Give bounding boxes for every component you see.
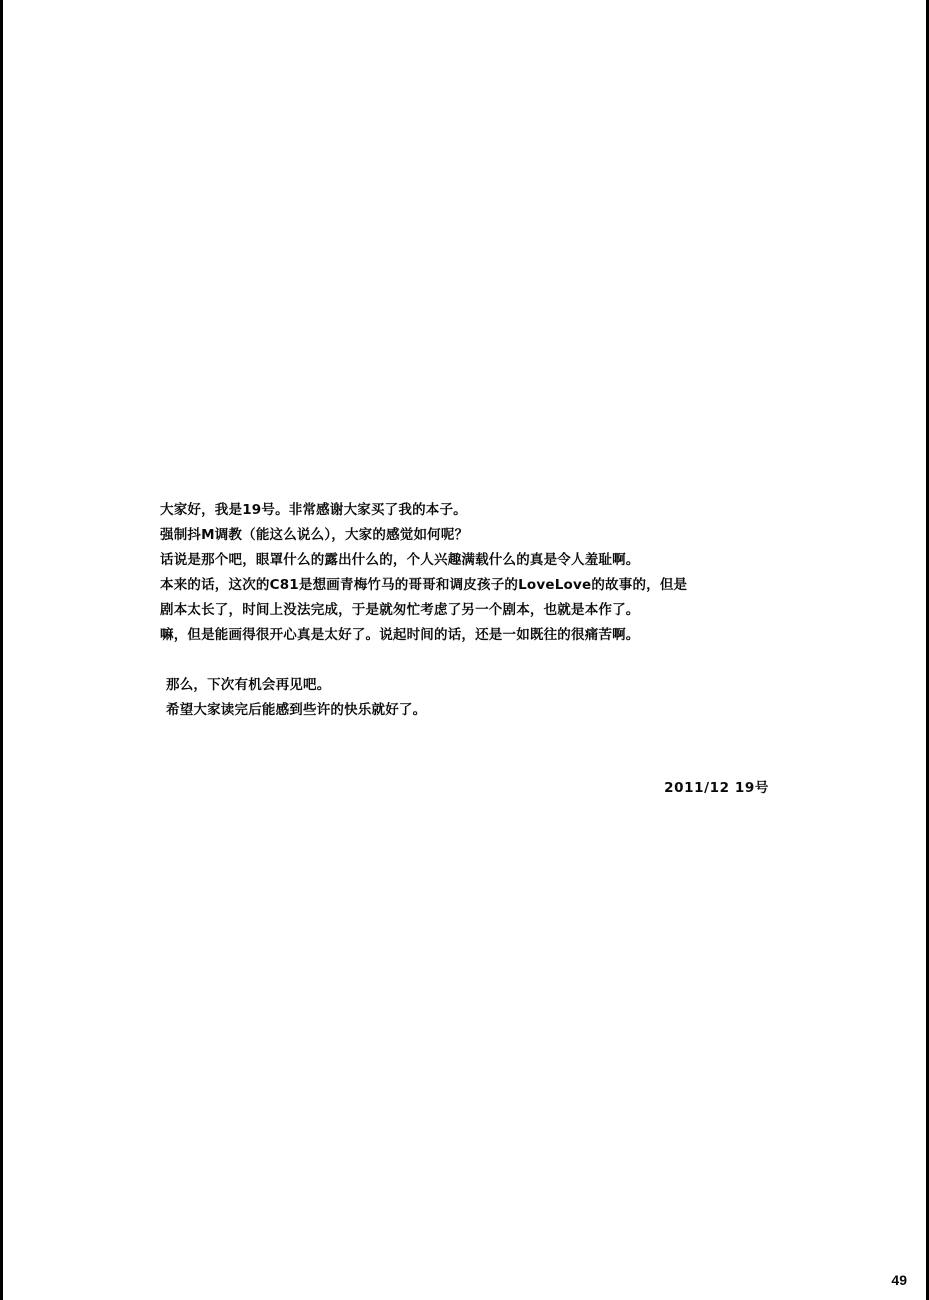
afterword-line-6: 嘛，但是能画得很开心真是太好了。说起时间的话，还是一如既往的很痛苦啊。 <box>160 627 640 643</box>
afterword-closing-line-1: 那么，下次有机会再见吧。 <box>166 677 331 693</box>
afterword-text-block <box>160 498 780 723</box>
afterword-line-2: 强制抖M调教（能这么说么），大家的感觉如何呢？ <box>160 527 469 543</box>
page-left-border <box>0 0 3 1300</box>
afterword-line-4: 本来的话，这次的C81是想画青梅竹马的哥哥和调皮孩子的LoveLove的故事的，但是 <box>160 577 688 593</box>
afterword-line-5: 剧本太长了，时间上没法完成，于是就匆忙考虑了另一个剧本，也就是本作了。 <box>160 602 640 618</box>
paragraph-spacer <box>160 648 780 673</box>
afterword-signature: 2011/12 19号 <box>664 780 769 796</box>
page-number: 49 <box>891 1272 907 1288</box>
afterword-line-3: 话说是那个吧，眼罩什么的露出什么的，个人兴趣满载什么的真是令人羞耻啊。 <box>160 552 640 568</box>
afterword-line-1: 大家好，我是19号。非常感谢大家买了我的本子。 <box>160 502 467 518</box>
afterword-closing-line-2: 希望大家读完后能感到些许的快乐就好了。 <box>166 702 427 718</box>
